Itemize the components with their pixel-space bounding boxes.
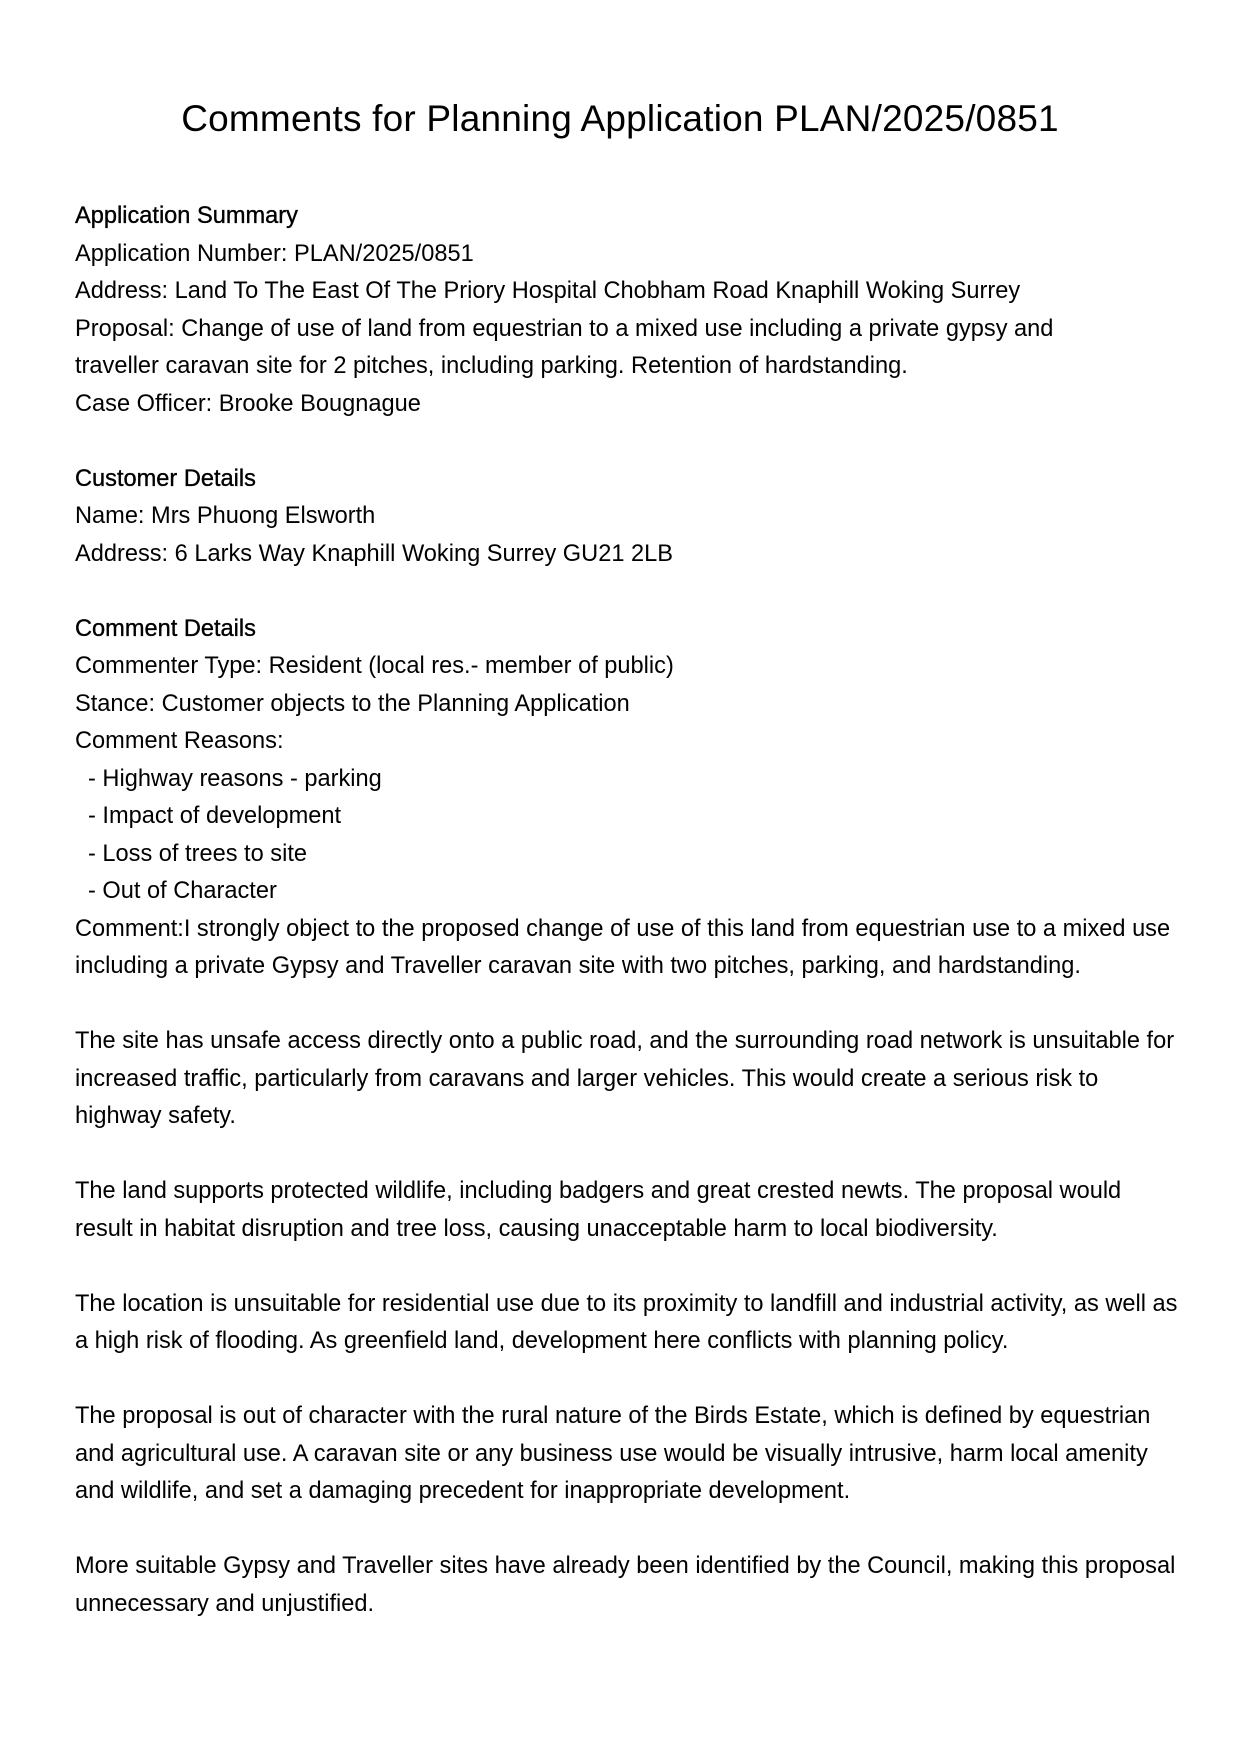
spacer (75, 423, 1185, 461)
proposal-line-1: Proposal: Change of use of land from equestrian to a mixed use including a private gypsy and (75, 315, 1054, 342)
page-title: Comments for Planning Application PLAN/2025/0851 (181, 98, 1059, 139)
comment-reason-item: - Out of Character (88, 878, 277, 904)
comment-details-section (75, 611, 1185, 1624)
application-address: Address: Land To The East Of The Priory Hospital Chobham Road Knaphill Woking Surrey (75, 278, 1021, 304)
comment-reasons-label: Comment Reasons: (75, 728, 284, 754)
comment-reason-item: - Loss of trees to site (88, 840, 307, 867)
comment-details-heading: Comment Details (75, 615, 256, 642)
application-number: Application Number: PLAN/2025/0851 (75, 240, 474, 267)
document-body (75, 198, 1185, 1623)
comment-reason-item: - Highway reasons - parking (88, 765, 382, 792)
application-summary-section (75, 198, 1185, 423)
comment-paragraph: The site has unsafe access directly onto a public road, and the surrounding road network is unsuitable for increased traffic, particularly from caravans and larger vehicles. This would create a serious risk to highway safety. (75, 1028, 1175, 1129)
spacer (75, 573, 1185, 611)
stance: Stance: Customer objects to the Planning Application (75, 690, 630, 717)
customer-name: Name: Mrs Phuong Elsworth (75, 503, 376, 529)
comment-paragraph: The location is unsuitable for residential use due to its proximity to landfill and industrial activity, as well as a high risk of flooding. As greenfield land, development here conflicts with planning policy. (75, 1290, 1178, 1354)
comment-paragraph: The proposal is out of character with the rural nature of the Birds Estate, which is defined by equestrian and agricultural use. A caravan site or any business use would be visually intrusive, harm local amenity and wildlife, and set a damaging precedent for inappropriate development. (75, 1403, 1151, 1504)
customer-details-section (75, 461, 1185, 574)
comment-reason-item: - Impact of development (88, 803, 342, 829)
spacer (75, 1511, 1185, 1549)
comment-paragraph: Comment:I strongly object to the proposed change of use of this land from equestrian use to a mixed use including a private Gypsy and Traveller caravan site with two pitches, parking, and hardstanding. (75, 915, 1171, 979)
spacer (75, 1361, 1185, 1399)
customer-address: Address: 6 Larks Way Knaphill Woking Surrey GU21 2LB (75, 540, 673, 567)
spacer (75, 1248, 1185, 1286)
commenter-type: Commenter Type: Resident (local res.- member of public) (75, 653, 674, 679)
comment-reasons-list (75, 761, 1185, 911)
comment-paragraph: The land supports protected wildlife, including badgers and great crested newts. The proposal would result in habitat disruption and tree loss, causing unacceptable harm to local biodiversity. (75, 1178, 1122, 1242)
spacer (75, 1136, 1185, 1174)
proposal-line-2: traveller caravan site for 2 pitches, including parking. Retention of hardstanding. (75, 353, 908, 379)
comment-paragraph: More suitable Gypsy and Traveller sites have already been identified by the Council, making this proposal unnecessary and unjustified. (75, 1553, 1176, 1617)
application-summary-heading: Application Summary (75, 203, 298, 229)
customer-details-heading: Customer Details (75, 465, 256, 492)
case-officer: Case Officer: Brooke Bougnague (75, 390, 421, 417)
spacer (75, 986, 1185, 1024)
